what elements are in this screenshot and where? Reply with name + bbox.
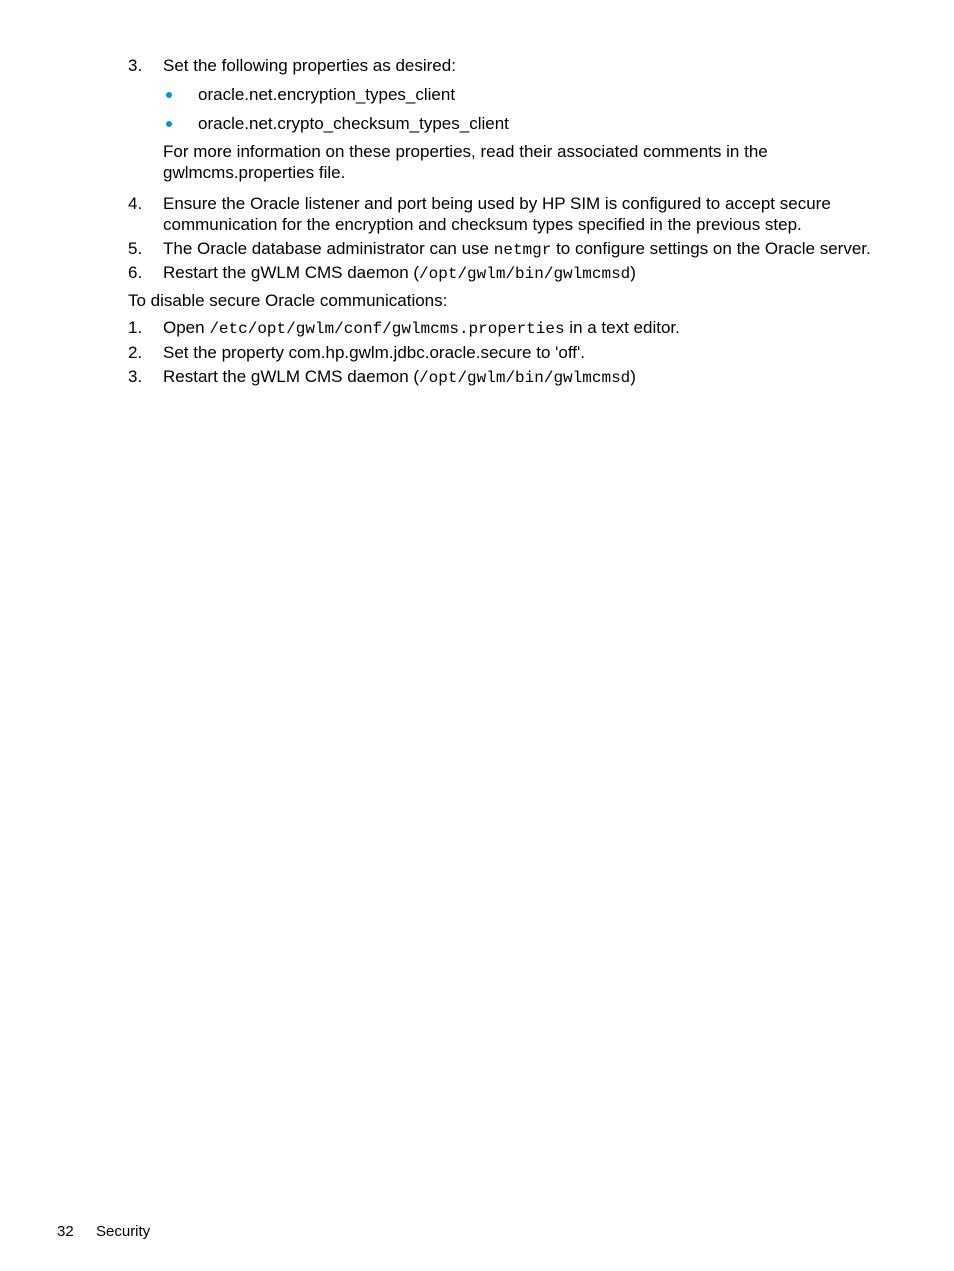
bullet-text: oracle.net.encryption_types_client xyxy=(198,85,456,104)
step-number: 5. xyxy=(128,239,143,258)
note-text: For more information on these properties, read their associated comments in the xyxy=(163,142,768,161)
step-text: Open /etc/opt/gwlm/conf/gwlmcms.properties in a text editor. xyxy=(163,318,680,338)
step-text: Restart the gWLM CMS daemon (/opt/gwlm/bin/gwlmcmsd) xyxy=(163,367,636,387)
step-text: Restart the gWLM CMS daemon (/opt/gwlm/bin/gwlmcmsd) xyxy=(163,263,636,283)
bullet-icon xyxy=(166,92,172,98)
page-number: 32 xyxy=(57,1223,74,1240)
path-code: /opt/gwlm/bin/gwlmcmsd xyxy=(419,265,631,283)
step-number: 4. xyxy=(128,194,143,213)
bullet-icon xyxy=(166,121,172,127)
path-code: /etc/opt/gwlm/conf/gwlmcms.properties xyxy=(209,320,565,338)
step-text: Set the property com.hp.gwlm.jdbc.oracle.secure to 'off'. xyxy=(163,343,585,362)
bullet-text: oracle.net.crypto_checksum_types_client xyxy=(198,114,509,133)
command-code: netmgr xyxy=(493,241,552,259)
step-text: The Oracle database administrator can use netmgr to configure settings on the Oracle server. xyxy=(163,239,871,259)
note-text: gwlmcms.properties file. xyxy=(163,163,346,182)
step-text: communication for the encryption and checksum types specified in the previous step. xyxy=(163,215,802,234)
step-number: 3. xyxy=(128,367,143,386)
step-number: 2. xyxy=(128,343,143,362)
step-text: Ensure the Oracle listener and port being used by HP SIM is configured to accept secure xyxy=(163,194,831,213)
section-title: Security xyxy=(96,1223,151,1240)
step-text: Set the following properties as desired: xyxy=(163,56,456,75)
intro-text: To disable secure Oracle communications: xyxy=(128,291,448,310)
step-number: 1. xyxy=(128,318,143,337)
step-number: 6. xyxy=(128,263,143,282)
step-number: 3. xyxy=(128,56,143,75)
path-code: /opt/gwlm/bin/gwlmcmsd xyxy=(419,369,631,387)
